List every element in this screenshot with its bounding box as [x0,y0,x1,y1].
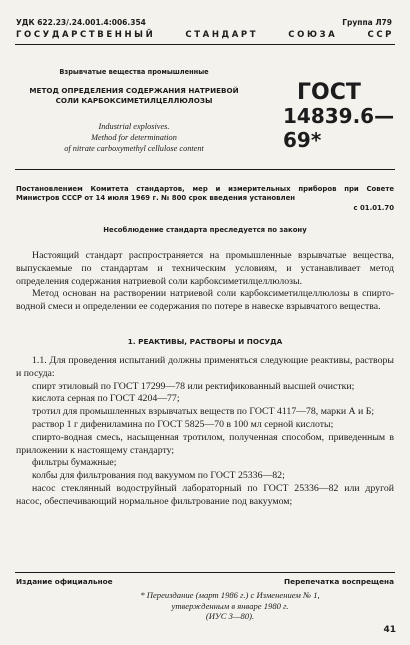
gost-number: 14839.6—69* [283,104,395,152]
intro-paragraph-1: Настоящий стандарт распространяется на промышленные взрывчатые вещества, выпускаемые по стандартам и техническим условиям, и устанавливает метод определения содержания натриевой соли карбоксиметилцеллюлозы. [16,250,394,287]
udk-code: УДК 622.23/.24.001.4:006.354 [16,18,146,27]
footer-rule [15,572,395,573]
list-item: фильтры бумажные; [32,457,117,469]
gost-label: ГОСТ [297,80,361,105]
page-number: 41 [383,625,396,635]
english-title-2: Method for determination [91,133,177,142]
list-item: спирто-водная смесь, насыщенная тротилом, полученная способом, приведенным в приложении к настоящему стандарту; [16,431,394,456]
republication-line-3: (ИУС 3—80). [205,611,255,622]
section-heading: 1. РЕАКТИВЫ, РАСТВОРЫ И ПОСУДА [127,337,283,346]
english-title-1: Industrial explosives. [98,122,170,131]
title-line-2: СОЛИ КАРБОКСИМЕТИЛЦЕЛЛЮЛОЗЫ [55,96,213,105]
legal-notice: Несоблюдение стандарта преследуется по закону [103,226,307,234]
title-rule [15,169,395,170]
list-item: 1.1. Для проведения испытаний должны применяться следующие реактивы, растворы и посуда: [16,355,394,379]
list-item: колбы для фильтрования под вакуумом по ГОСТ 25336—82; [32,470,285,482]
intro-text [16,250,394,314]
list-item: насос стеклянный водоструйный лабораторный по ГОСТ 25336—82 или другой насос, обеспечивающий нормальное фильтрование под вакуумом; [16,482,394,507]
republication-line-1: * Переиздание (март 1986 г.) с Изменением № 1, [140,590,320,600]
list-item: спирт этиловый по ГОСТ 17299—78 или ректификованный высшей очистки; [32,380,355,392]
republication-note [90,590,370,622]
header-rule [15,44,395,45]
category-heading: Взрывчатые вещества промышленные [59,68,209,76]
reprint-notice: Перепечатка воспрещена [284,577,394,586]
decree-body: Постановлением Комитета стандартов, мер и измерительных приборов при Совете Министров СССР от 14 июля 1969 г. № 800 срок введения установлен [16,185,394,203]
decree-text [16,185,394,213]
title-line-1: МЕТОД ОПРЕДЕЛЕНИЯ СОДЕРЖАНИЯ НАТРИЕВОЙ [29,86,239,95]
intro-paragraph-2: Метод основан на растворении натриевой соли карбоксиметилцеллюлозы в спирто-водной смеси и определении ее содержания по потере в навеске взрывчатого вещества. [16,288,394,313]
republication-line-2: утвержденным в январе 1980 г. [171,600,289,611]
section-list [16,355,394,509]
list-item: раствор 1 г дифениламина по ГОСТ 5825—70 в 100 мл серной кислоты; [32,418,334,430]
effective-date: с 01.01.70 [353,203,394,212]
english-title-3: of nitrate carboxymethyl cellulose content [64,144,204,153]
group-code: Группа Л79 [342,18,392,27]
list-item: тротил для промышленных взрывчатых веществ по ГОСТ 4117—78, марки А и Б; [32,406,375,418]
edition-label: Издание официальное [16,577,113,586]
standard-title: ГОСУДАРСТВЕННЫЙ СТАНДАРТ СОЮЗА ССР [16,30,394,40]
list-item: кислота серная по ГОСТ 4204—77; [32,393,180,405]
